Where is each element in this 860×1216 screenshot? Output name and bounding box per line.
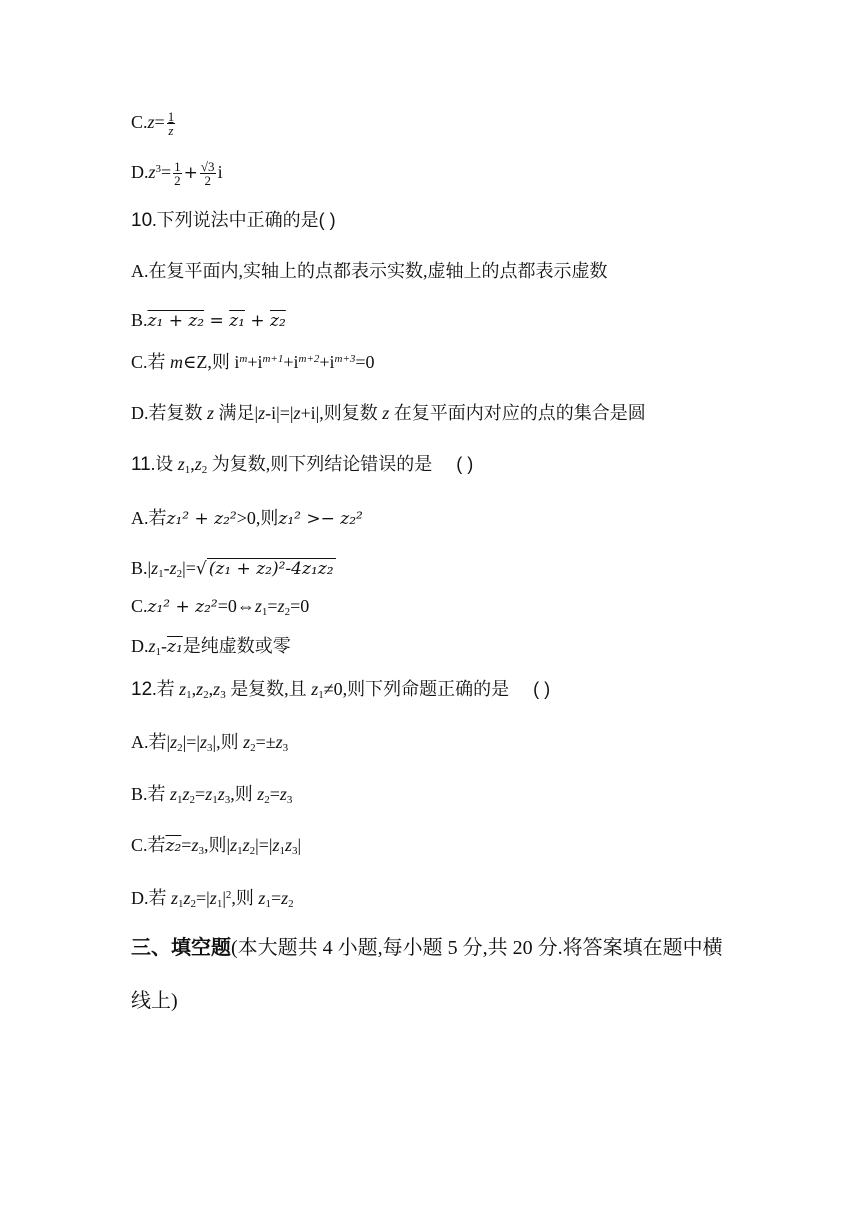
q11-option-d: $D.z_1-z_1$是纯虚数或零 — [131, 636, 291, 658]
q10-option-a: A.在复平面内,实轴上的点都表示实数,虚轴上的点都表示虚数 — [131, 261, 608, 281]
square-root: √ (z₁ + z₂)²-4z₁z₂ — [195, 559, 334, 579]
q9-option-d: $D.z^3=$ $\frac{1}{2}$ + $\frac{√3}{2}$ i — [131, 159, 223, 189]
section-3-heading: 三、填空题(本大题共 4 小题,每小题 5 分,共 20 分.将答案填在题中横 — [131, 937, 723, 959]
q10-option-b: B.z₁ + z₂ = z₁ + z₂ — [131, 310, 286, 331]
q12-stem: 12.若 $z_1,z_2,z_3$ 是复数,且 $z_1\ne 0$,则下列命题正确的是 ( ) — [131, 679, 551, 701]
section-3-heading-cont: 线上) — [131, 990, 178, 1012]
q12-option-a: A.若$|z_2|=|z_3|$,则 $z_2=\pm z_3$ — [131, 732, 289, 754]
q9-option-c: C.z= $\frac{1}{z}$ — [131, 109, 175, 139]
q12-option-d: D.若 $z_1z_2=|z_1|^2$,则 $z_1=z_2$ — [131, 888, 294, 910]
q11-stem: 11.设 $z_1,z_2$ 为复数,则下列结论错误的是 ( ) — [131, 454, 474, 476]
fraction: $\frac{1}{z}$ — [167, 109, 175, 139]
q12-option-b: B.若 $z_1z_2=z_1z_3$,则 $z_2=z_3$ — [131, 784, 293, 806]
q11-option-b: $B.|z_1-z_2|=√$ (z₁ + z₂)²-4z₁z₂ — [131, 558, 334, 580]
q10-option-d: D.若复数 z 满足|z-i|=|z+i|,则复数 z 在复平面内对应的点的集合是圆 — [131, 403, 646, 423]
q10-stem: 10.下列说法中正确的是( ) — [131, 210, 336, 231]
q11-option-c: $C.z_1^2 + z_2^2=0\Leftrightarrow z_1=z_2=0$ — [131, 596, 310, 618]
q12-option-c: C.若$z_2=z_3$,则$|z_1z_2|=|z_1z_3|$ — [131, 835, 302, 857]
q10-option-c: C.若 m∈Z,则 $i^m+i^{m+1}+i^{m+2}+i^{m+3}=0$ — [131, 352, 375, 372]
q11-option-a: A.若z₁² + z₂²>0,则z₁² >− z₂² — [131, 508, 363, 529]
